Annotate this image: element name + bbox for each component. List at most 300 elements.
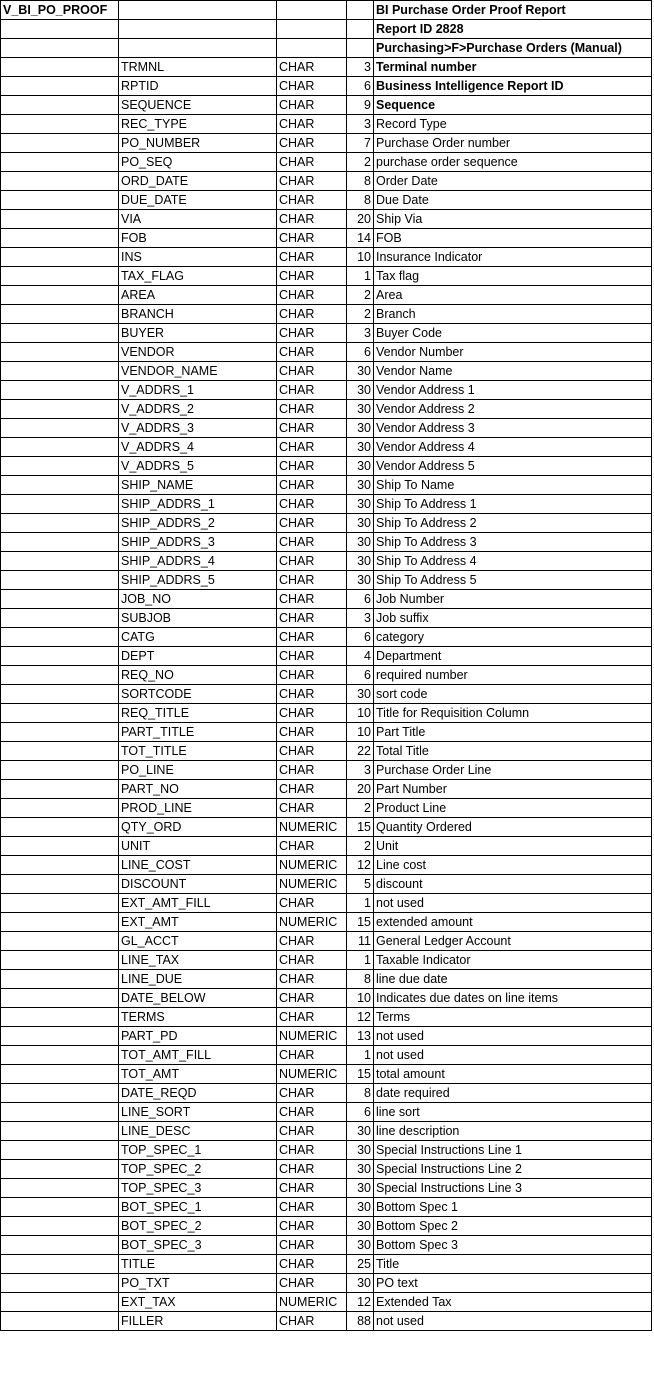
field-description-cell: Terminal number — [374, 58, 652, 77]
field-name-cell: BUYER — [119, 324, 277, 343]
menu-path-cell: Purchasing>F>Purchase Orders (Manual) — [374, 39, 652, 58]
field-length-cell: 3 — [347, 761, 374, 780]
row-spacer-cell — [1, 1065, 119, 1084]
table-row — [1, 1236, 652, 1255]
row-spacer-cell — [1, 248, 119, 267]
field-length-cell: 10 — [347, 989, 374, 1008]
field-description-cell: Sequence — [374, 96, 652, 115]
field-length-cell: 6 — [347, 590, 374, 609]
field-name-cell: PO_SEQ — [119, 153, 277, 172]
field-length-cell: 6 — [347, 343, 374, 362]
field-description-cell: purchase order sequence — [374, 153, 652, 172]
table-row — [1, 989, 652, 1008]
field-length-cell: 30 — [347, 1122, 374, 1141]
row-spacer-cell — [1, 1255, 119, 1274]
row-spacer-cell — [1, 571, 119, 590]
row-spacer-cell — [1, 1217, 119, 1236]
field-description-cell: Special Instructions Line 2 — [374, 1160, 652, 1179]
field-name-cell: DATE_REQD — [119, 1084, 277, 1103]
field-type-cell: CHAR — [277, 96, 347, 115]
field-length-cell: 12 — [347, 856, 374, 875]
row-spacer-cell — [1, 267, 119, 286]
field-type-cell: CHAR — [277, 267, 347, 286]
row-spacer-cell — [1, 324, 119, 343]
field-description-cell: required number — [374, 666, 652, 685]
table-row — [1, 172, 652, 191]
field-description-cell: Area — [374, 286, 652, 305]
field-type-cell: CHAR — [277, 210, 347, 229]
row-spacer-cell — [1, 1122, 119, 1141]
field-type-cell: CHAR — [277, 248, 347, 267]
table-row — [1, 77, 652, 96]
row-spacer-cell — [1, 1084, 119, 1103]
table-row — [1, 1046, 652, 1065]
field-name-cell: UNIT — [119, 837, 277, 856]
row-spacer-cell — [1, 1141, 119, 1160]
row-spacer-cell — [1, 932, 119, 951]
field-name-cell: BOT_SPEC_3 — [119, 1236, 277, 1255]
table-row — [1, 58, 652, 77]
row-spacer-cell — [1, 1046, 119, 1065]
table-row — [1, 818, 652, 837]
field-description-cell: Line cost — [374, 856, 652, 875]
field-description-cell: Unit — [374, 837, 652, 856]
table-row — [1, 552, 652, 571]
field-description-cell: Due Date — [374, 191, 652, 210]
table-row — [1, 723, 652, 742]
field-type-cell: CHAR — [277, 894, 347, 913]
table-row — [1, 514, 652, 533]
field-length-cell: 30 — [347, 381, 374, 400]
field-length-cell: 6 — [347, 628, 374, 647]
table-row — [1, 1312, 652, 1331]
header-row-report-id — [1, 20, 652, 39]
field-type-cell: CHAR — [277, 476, 347, 495]
field-length-cell: 30 — [347, 1198, 374, 1217]
field-description-cell: Quantity Ordered — [374, 818, 652, 837]
field-description-cell: Ship To Address 4 — [374, 552, 652, 571]
row-spacer-cell — [1, 666, 119, 685]
field-name-cell: BOT_SPEC_1 — [119, 1198, 277, 1217]
field-description-cell: Job Number — [374, 590, 652, 609]
field-name-cell: SEQUENCE — [119, 96, 277, 115]
field-type-cell: CHAR — [277, 1160, 347, 1179]
field-type-cell: CHAR — [277, 989, 347, 1008]
field-length-cell: 30 — [347, 1274, 374, 1293]
header-row-title — [1, 1, 652, 20]
table-row — [1, 1160, 652, 1179]
field-name-cell: REQ_TITLE — [119, 704, 277, 723]
row-spacer-cell — [1, 970, 119, 989]
field-type-cell: CHAR — [277, 1141, 347, 1160]
field-length-cell: 30 — [347, 476, 374, 495]
field-type-cell: CHAR — [277, 343, 347, 362]
field-type-cell: CHAR — [277, 704, 347, 723]
empty-cell — [347, 39, 374, 58]
field-name-cell: SHIP_ADDRS_4 — [119, 552, 277, 571]
field-length-cell: 30 — [347, 1141, 374, 1160]
table-row — [1, 875, 652, 894]
field-type-cell: NUMERIC — [277, 1027, 347, 1046]
field-name-cell: SHIP_ADDRS_2 — [119, 514, 277, 533]
field-description-cell: Indicates due dates on line items — [374, 989, 652, 1008]
row-spacer-cell — [1, 590, 119, 609]
field-name-cell: INS — [119, 248, 277, 267]
field-name-cell: RPTID — [119, 77, 277, 96]
field-type-cell: CHAR — [277, 115, 347, 134]
field-description-cell: Vendor Address 4 — [374, 438, 652, 457]
field-length-cell: 2 — [347, 799, 374, 818]
field-type-cell: CHAR — [277, 799, 347, 818]
table-row — [1, 305, 652, 324]
field-description-cell: Ship To Address 2 — [374, 514, 652, 533]
field-type-cell: CHAR — [277, 609, 347, 628]
table-row — [1, 1141, 652, 1160]
field-description-cell: Part Number — [374, 780, 652, 799]
table-row — [1, 96, 652, 115]
row-spacer-cell — [1, 609, 119, 628]
field-type-cell: CHAR — [277, 286, 347, 305]
field-type-cell: CHAR — [277, 419, 347, 438]
field-type-cell: CHAR — [277, 1217, 347, 1236]
field-length-cell: 1 — [347, 1046, 374, 1065]
field-type-cell: NUMERIC — [277, 856, 347, 875]
table-row — [1, 153, 652, 172]
field-length-cell: 15 — [347, 818, 374, 837]
field-description-cell: Ship To Address 3 — [374, 533, 652, 552]
field-length-cell: 30 — [347, 495, 374, 514]
table-row — [1, 438, 652, 457]
field-name-cell: VENDOR — [119, 343, 277, 362]
row-spacer-cell — [1, 1274, 119, 1293]
row-spacer-cell — [1, 1179, 119, 1198]
field-length-cell: 6 — [347, 1103, 374, 1122]
field-description-cell: Special Instructions Line 1 — [374, 1141, 652, 1160]
field-length-cell: 30 — [347, 1236, 374, 1255]
field-type-cell: CHAR — [277, 571, 347, 590]
row-spacer-cell — [1, 723, 119, 742]
field-length-cell: 4 — [347, 647, 374, 666]
field-length-cell: 3 — [347, 115, 374, 134]
field-name-cell: LINE_TAX — [119, 951, 277, 970]
row-spacer-cell — [1, 514, 119, 533]
field-length-cell: 10 — [347, 248, 374, 267]
row-spacer-cell — [1, 799, 119, 818]
row-spacer-cell — [1, 400, 119, 419]
empty-cell — [347, 1, 374, 20]
field-type-cell: CHAR — [277, 951, 347, 970]
table-row — [1, 1065, 652, 1084]
row-spacer-cell — [1, 286, 119, 305]
field-description-cell: extended amount — [374, 913, 652, 932]
field-length-cell: 30 — [347, 457, 374, 476]
table-row — [1, 400, 652, 419]
row-spacer-cell — [1, 628, 119, 647]
row-spacer-cell — [1, 1008, 119, 1027]
field-length-cell: 2 — [347, 837, 374, 856]
table-row — [1, 134, 652, 153]
field-length-cell: 20 — [347, 210, 374, 229]
table-row — [1, 1217, 652, 1236]
field-name-cell: EXT_AMT — [119, 913, 277, 932]
field-length-cell: 30 — [347, 400, 374, 419]
field-name-cell: SHIP_ADDRS_1 — [119, 495, 277, 514]
table-row — [1, 742, 652, 761]
table-row — [1, 1084, 652, 1103]
field-length-cell: 9 — [347, 96, 374, 115]
field-type-cell: CHAR — [277, 457, 347, 476]
row-spacer-cell — [1, 780, 119, 799]
field-type-cell: CHAR — [277, 628, 347, 647]
field-description-cell: Vendor Address 3 — [374, 419, 652, 438]
row-spacer-cell — [1, 115, 119, 134]
field-type-cell: NUMERIC — [277, 875, 347, 894]
table-row — [1, 571, 652, 590]
field-type-cell: CHAR — [277, 438, 347, 457]
field-type-cell: CHAR — [277, 77, 347, 96]
table-row — [1, 533, 652, 552]
row-spacer-cell — [1, 210, 119, 229]
field-description-cell: Taxable Indicator — [374, 951, 652, 970]
field-name-cell: V_ADDRS_5 — [119, 457, 277, 476]
field-name-cell: VENDOR_NAME — [119, 362, 277, 381]
table-row — [1, 1103, 652, 1122]
field-length-cell: 30 — [347, 438, 374, 457]
field-type-cell: CHAR — [277, 1255, 347, 1274]
row-spacer-cell — [1, 229, 119, 248]
field-name-cell: SUBJOB — [119, 609, 277, 628]
field-description-cell: Vendor Address 1 — [374, 381, 652, 400]
empty-cell — [277, 39, 347, 58]
field-length-cell: 11 — [347, 932, 374, 951]
row-spacer-cell — [1, 647, 119, 666]
table-row — [1, 685, 652, 704]
row-spacer-cell — [1, 305, 119, 324]
field-description-cell: not used — [374, 1312, 652, 1331]
field-type-cell: CHAR — [277, 1084, 347, 1103]
row-spacer-cell — [1, 343, 119, 362]
field-name-cell: TOP_SPEC_1 — [119, 1141, 277, 1160]
field-name-cell: V_ADDRS_1 — [119, 381, 277, 400]
field-type-cell: CHAR — [277, 1274, 347, 1293]
field-length-cell: 30 — [347, 1179, 374, 1198]
field-name-cell: PROD_LINE — [119, 799, 277, 818]
field-type-cell: CHAR — [277, 723, 347, 742]
empty-cell — [1, 20, 119, 39]
field-name-cell: DATE_BELOW — [119, 989, 277, 1008]
field-type-cell: CHAR — [277, 780, 347, 799]
field-type-cell: CHAR — [277, 134, 347, 153]
field-type-cell: CHAR — [277, 552, 347, 571]
table-row — [1, 191, 652, 210]
row-spacer-cell — [1, 58, 119, 77]
field-name-cell: V_ADDRS_3 — [119, 419, 277, 438]
field-name-cell: BRANCH — [119, 305, 277, 324]
field-name-cell: TOT_TITLE — [119, 742, 277, 761]
report-id-cell: Report ID 2828 — [374, 20, 652, 39]
row-spacer-cell — [1, 685, 119, 704]
field-length-cell: 22 — [347, 742, 374, 761]
table-row — [1, 419, 652, 438]
table-row — [1, 476, 652, 495]
field-description-cell: Insurance Indicator — [374, 248, 652, 267]
field-name-cell: TERMS — [119, 1008, 277, 1027]
row-spacer-cell — [1, 96, 119, 115]
field-description-cell: category — [374, 628, 652, 647]
field-type-cell: CHAR — [277, 1046, 347, 1065]
row-spacer-cell — [1, 153, 119, 172]
field-type-cell: CHAR — [277, 761, 347, 780]
table-row — [1, 1274, 652, 1293]
field-type-cell: CHAR — [277, 742, 347, 761]
row-spacer-cell — [1, 476, 119, 495]
field-description-cell: Total Title — [374, 742, 652, 761]
field-type-cell: CHAR — [277, 932, 347, 951]
row-spacer-cell — [1, 77, 119, 96]
table-row — [1, 286, 652, 305]
table-row — [1, 666, 652, 685]
field-name-cell: DISCOUNT — [119, 875, 277, 894]
field-description-cell: total amount — [374, 1065, 652, 1084]
field-name-cell: TITLE — [119, 1255, 277, 1274]
field-description-cell: Extended Tax — [374, 1293, 652, 1312]
field-name-cell: PO_NUMBER — [119, 134, 277, 153]
field-description-cell: Bottom Spec 1 — [374, 1198, 652, 1217]
field-name-cell: SHIP_ADDRS_5 — [119, 571, 277, 590]
table-row — [1, 761, 652, 780]
field-name-cell: FILLER — [119, 1312, 277, 1331]
field-description-cell: Bottom Spec 3 — [374, 1236, 652, 1255]
field-length-cell: 15 — [347, 1065, 374, 1084]
field-description-cell: Product Line — [374, 799, 652, 818]
field-type-cell: NUMERIC — [277, 818, 347, 837]
field-name-cell: DEPT — [119, 647, 277, 666]
empty-cell — [119, 39, 277, 58]
row-spacer-cell — [1, 856, 119, 875]
row-spacer-cell — [1, 495, 119, 514]
field-description-cell: not used — [374, 1046, 652, 1065]
table-row — [1, 267, 652, 286]
field-type-cell: CHAR — [277, 400, 347, 419]
field-length-cell: 88 — [347, 1312, 374, 1331]
field-name-cell: EXT_AMT_FILL — [119, 894, 277, 913]
field-length-cell: 3 — [347, 609, 374, 628]
field-name-cell: PART_TITLE — [119, 723, 277, 742]
row-spacer-cell — [1, 837, 119, 856]
field-description-cell: Ship To Name — [374, 476, 652, 495]
field-type-cell: CHAR — [277, 666, 347, 685]
field-type-cell: CHAR — [277, 172, 347, 191]
field-name-cell: FOB — [119, 229, 277, 248]
field-description-cell: FOB — [374, 229, 652, 248]
row-spacer-cell — [1, 1293, 119, 1312]
field-description-cell: Purchase Order number — [374, 134, 652, 153]
table-row — [1, 1008, 652, 1027]
field-description-cell: Vendor Name — [374, 362, 652, 381]
field-type-cell: CHAR — [277, 685, 347, 704]
field-type-cell: CHAR — [277, 191, 347, 210]
field-type-cell: NUMERIC — [277, 1065, 347, 1084]
field-description-cell: discount — [374, 875, 652, 894]
table-row — [1, 799, 652, 818]
field-length-cell: 30 — [347, 552, 374, 571]
table-row — [1, 210, 652, 229]
field-name-cell: JOB_NO — [119, 590, 277, 609]
field-length-cell: 6 — [347, 77, 374, 96]
field-length-cell: 8 — [347, 191, 374, 210]
row-spacer-cell — [1, 533, 119, 552]
field-type-cell: CHAR — [277, 362, 347, 381]
row-spacer-cell — [1, 419, 119, 438]
field-name-cell: SHIP_NAME — [119, 476, 277, 495]
field-length-cell: 2 — [347, 305, 374, 324]
field-description-cell: Vendor Address 2 — [374, 400, 652, 419]
table-row — [1, 115, 652, 134]
field-name-cell: BOT_SPEC_2 — [119, 1217, 277, 1236]
field-description-cell: not used — [374, 894, 652, 913]
field-length-cell: 5 — [347, 875, 374, 894]
field-length-cell: 2 — [347, 153, 374, 172]
empty-cell — [347, 20, 374, 39]
table-row — [1, 1027, 652, 1046]
field-type-cell: NUMERIC — [277, 913, 347, 932]
view-name-cell: V_BI_PO_PROOF — [1, 1, 119, 20]
row-spacer-cell — [1, 191, 119, 210]
field-description-cell: Special Instructions Line 3 — [374, 1179, 652, 1198]
row-spacer-cell — [1, 742, 119, 761]
field-description-cell: Vendor Number — [374, 343, 652, 362]
field-type-cell: CHAR — [277, 837, 347, 856]
field-length-cell: 1 — [347, 894, 374, 913]
row-spacer-cell — [1, 1103, 119, 1122]
field-description-cell: Branch — [374, 305, 652, 324]
field-length-cell: 2 — [347, 286, 374, 305]
field-description-cell: Ship To Address 5 — [374, 571, 652, 590]
row-spacer-cell — [1, 1160, 119, 1179]
field-length-cell: 30 — [347, 685, 374, 704]
field-name-cell: LINE_DUE — [119, 970, 277, 989]
field-name-cell: VIA — [119, 210, 277, 229]
field-name-cell: LINE_COST — [119, 856, 277, 875]
field-length-cell: 30 — [347, 571, 374, 590]
table-row — [1, 837, 652, 856]
field-type-cell: CHAR — [277, 58, 347, 77]
table-row — [1, 894, 652, 913]
header-row-menu-path — [1, 39, 652, 58]
field-length-cell: 1 — [347, 267, 374, 286]
field-name-cell: LINE_DESC — [119, 1122, 277, 1141]
field-type-cell: CHAR — [277, 1103, 347, 1122]
row-spacer-cell — [1, 1236, 119, 1255]
empty-cell — [277, 20, 347, 39]
field-length-cell: 12 — [347, 1008, 374, 1027]
row-spacer-cell — [1, 875, 119, 894]
field-description-cell: line description — [374, 1122, 652, 1141]
table-row — [1, 1198, 652, 1217]
field-description-cell: Terms — [374, 1008, 652, 1027]
table-row — [1, 780, 652, 799]
field-length-cell: 7 — [347, 134, 374, 153]
field-description-cell: Ship Via — [374, 210, 652, 229]
field-length-cell: 13 — [347, 1027, 374, 1046]
field-type-cell: CHAR — [277, 533, 347, 552]
table-row — [1, 590, 652, 609]
table-row — [1, 647, 652, 666]
field-length-cell: 30 — [347, 362, 374, 381]
field-type-cell: CHAR — [277, 381, 347, 400]
field-length-cell: 10 — [347, 704, 374, 723]
table-row — [1, 1255, 652, 1274]
